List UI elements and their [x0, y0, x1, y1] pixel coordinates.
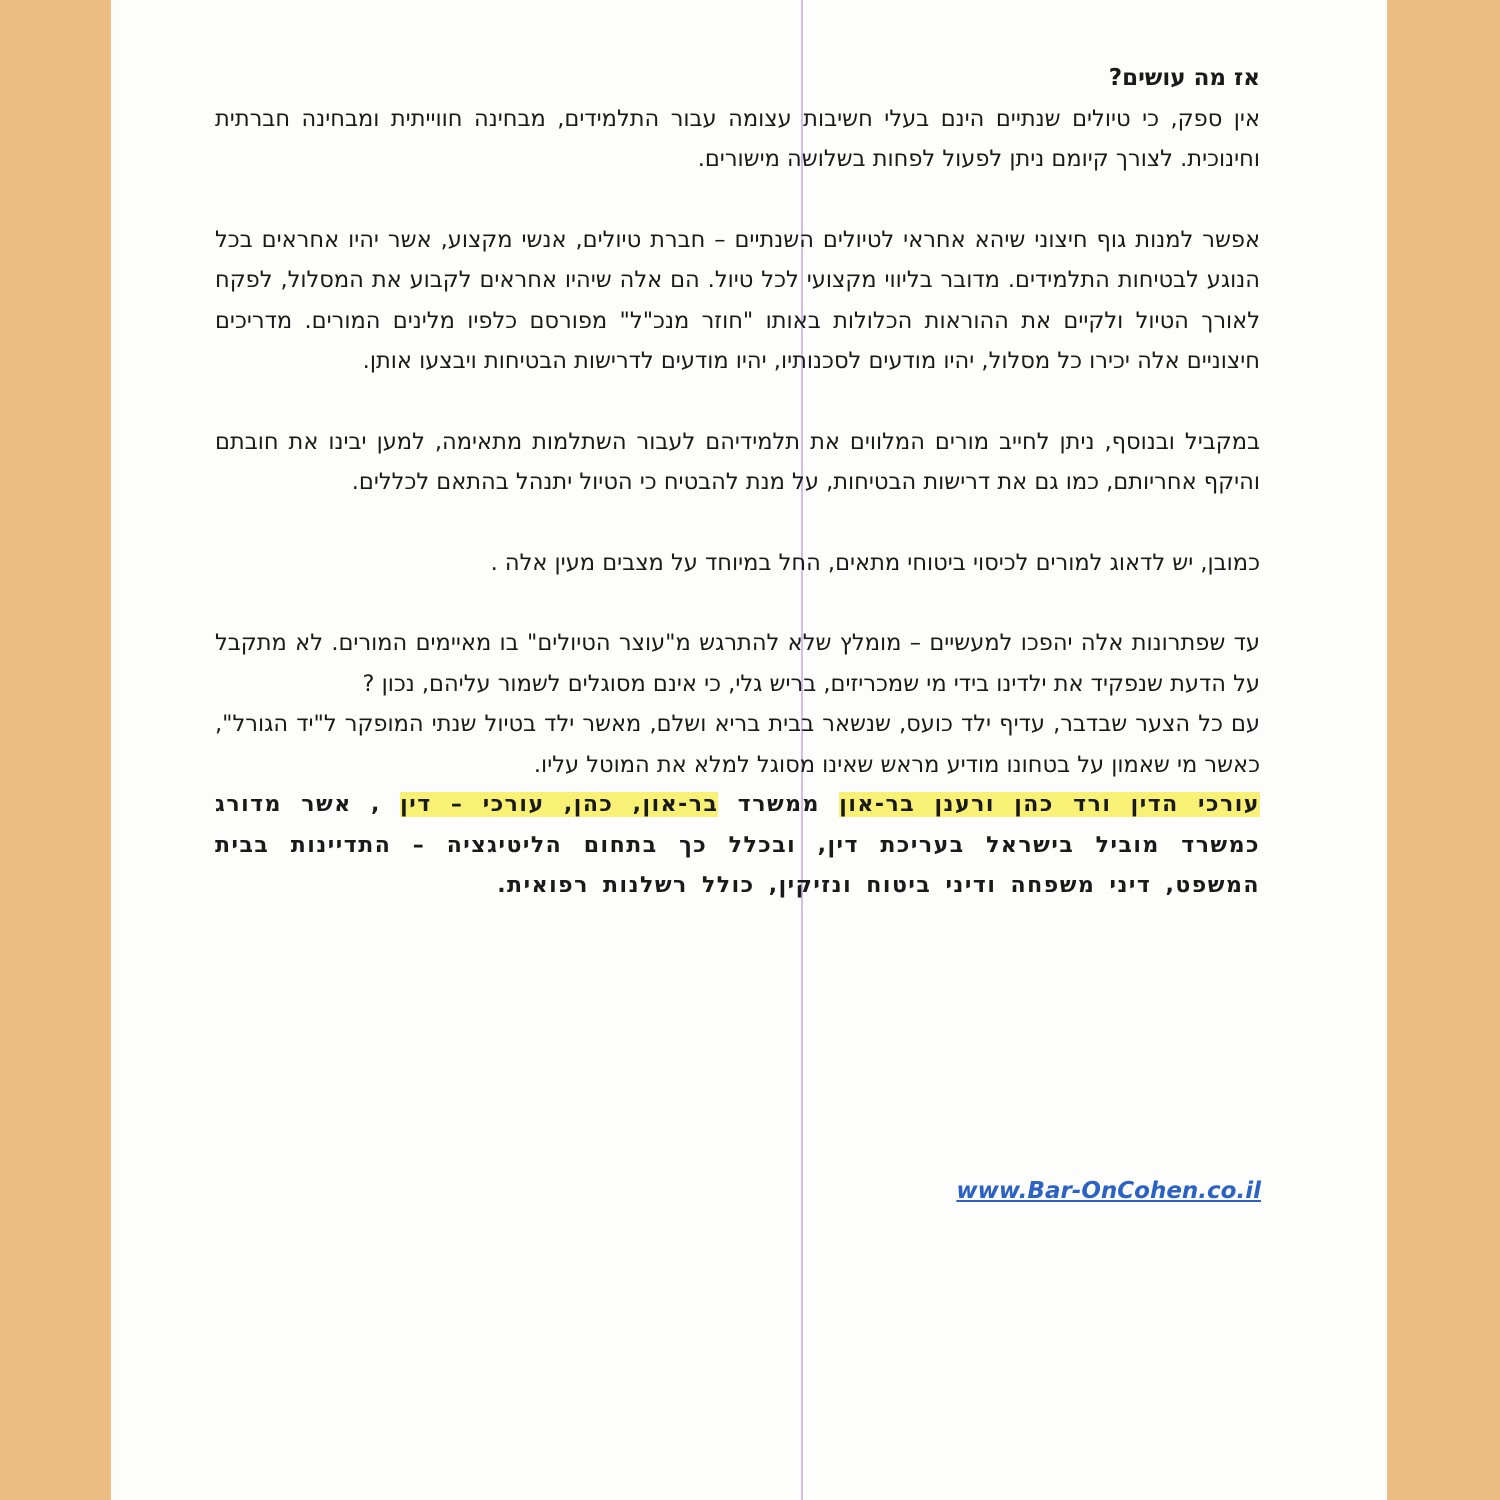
- spacer: [215, 382, 1260, 422]
- spacer: [215, 503, 1260, 543]
- firm-paragraph: [215, 785, 1260, 907]
- paragraph-6: עם כל הצער שבדבר, עדיף ילד כועס, שנשאר בבית בריא ושלם, מאשר ילד בטיול שנתי המופקר ל"יד הגורל", כאשר מי שאמון על בטחונו מודיע מראש שאינו מסוגל למלא את המוטל עליו.: [215, 711, 1260, 778]
- spacer: [215, 583, 1260, 623]
- office-name-highlight: בר-און, כהן, עורכי – דין: [400, 792, 719, 817]
- paragraph-3: במקביל ובנוסף, ניתן לחייב מורים המלווים את תלמידיהם לעבור השתלמות מתאימה, למען יבינו את חובתם והיקף אחריותם, כמו גם את דרישות הבטיחות, על מנת להבטיח כי הטיול יתנהל בהתאם לכללים.: [215, 428, 1260, 495]
- scanned-page: [111, 0, 1387, 1500]
- paragraph-4: כמובן, יש לדאוג למורים לכיסוי ביטוחי מתאים, החל במיוחד על מצבים מעין אלה .: [490, 549, 1260, 576]
- paragraph-1: אין ספק, כי טיולים שנתיים הינם בעלי חשיבות עצומה עבור התלמידים, מבחינה חווייתית ומבחינה חברתית וחינוכית. לצורך קיומם ניתן לפעול לפחות בשלושה מישורים.: [215, 105, 1260, 172]
- article-body: [215, 58, 1260, 907]
- from-office-text: ממשרד: [737, 792, 820, 817]
- firm-description: אשר מדורג כמשרד מוביל בישראל בעריכת דין, ובכלל כך בתחום הליטיגציה – התדיינות בבית המשפט, דיני משפחה ודיני ביטוח ונזיקין, כולל רשלנות רפואית.: [215, 792, 1260, 898]
- website-link[interactable]: www.Bar-OnCohen.co.il: [956, 1178, 1261, 1204]
- paragraph-5: עד שפתרונות אלה יהפכו למעשיים – מומלץ שלא להתרגש מ"עוצר הטיולים" בו מאיימים המורים. לא מתקבל על הדעת שנפקיד את ילדינו בידי מי שמכריזים, בריש גלי, כי אינם מסוגלים לשמור עליהם, נכון ?: [215, 630, 1260, 697]
- spacer: [215, 180, 1260, 220]
- section-heading: אז מה עושים?: [1108, 65, 1260, 91]
- paragraph-2: אפשר למנות גוף חיצוני שיהא אחראי לטיולים השנתיים – חברת טיולים, אנשי מקצוע, אשר יהיו אחראים בכל הנוגע לבטיחות התלמידים. מדובר בליווי מקצועי לכל טיול. הם אלה שיהיו אחראים לקבוע את המסלול, לפקח לאורך הטיול ולקיים את ההוראות הכלולות באותו "חוזר מנכ"ל" מפורסם כלפיו מלינים המורים. מדריכים חיצוניים אלה יכירו כל מסלול, יהיו מודעים לסכנותיו, יהיו מודעים לדרישות הבטיחות ויבצעו אותן.: [215, 226, 1260, 374]
- comma-text: ,: [371, 792, 401, 817]
- lawyers-names-highlight: עורכי הדין ורד כהן ורענן בר-און: [839, 792, 1260, 817]
